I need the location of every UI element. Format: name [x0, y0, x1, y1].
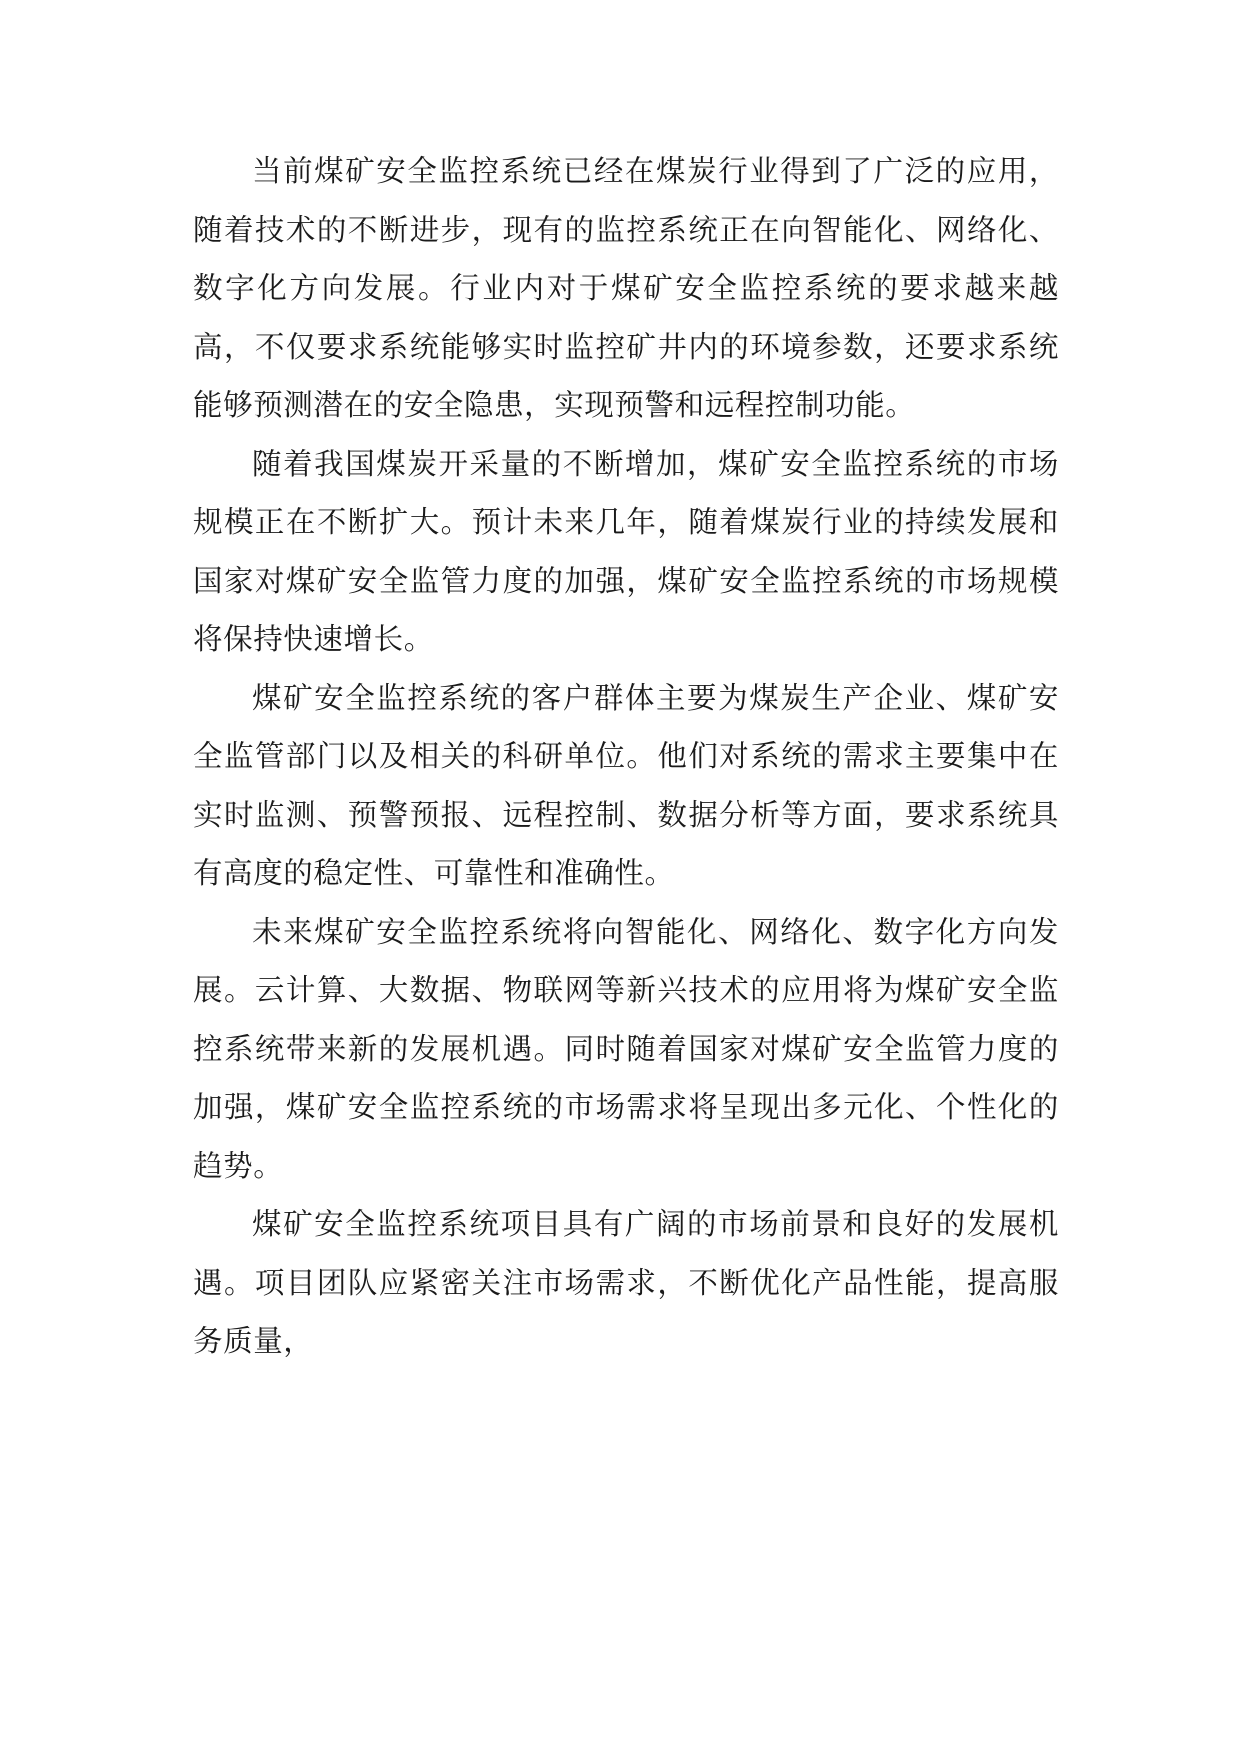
paragraph-1: 当前煤矿安全监控系统已经在煤炭行业得到了广泛的应用，随着技术的不断进步，现有的监控系统正在向智能化、网络化、数字化方向发展。行业内对于煤矿安全监控系统的要求越来越高，不仅要求系统能够实时监控矿井内的环境参数，还要求系统能够预测潜在的安全隐患，实现预警和远程控制功能。 — [193, 154, 1059, 422]
paragraph-3: 煤矿安全监控系统的客户群体主要为煤炭生产企业、煤矿安全监管部门以及相关的科研单位。他们对系统的需求主要集中在实时监测、预警预报、远程控制、数据分析等方面，要求系统具有高度的稳定性、可靠性和准确性。 — [193, 680, 1059, 890]
paragraph-4: 未来煤矿安全监控系统将向智能化、网络化、数字化方向发展。云计算、大数据、物联网等新兴技术的应用将为煤矿安全监控系统带来新的发展机遇。同时随着国家对煤矿安全监管力度的加强，煤矿安全监控系统的市场需求将呈现出多元化、个性化的趋势。 — [193, 914, 1059, 1183]
paragraph-5: 煤矿安全监控系统项目具有广阔的市场前景和良好的发展机遇。项目团队应紧密关注市场需求，不断优化产品性能，提高服务质量， — [193, 1207, 1059, 1358]
document-body — [193, 142, 1059, 1371]
paragraph-2: 随着我国煤炭开采量的不断增加，煤矿安全监控系统的市场规模正在不断扩大。预计未来几年，随着煤炭行业的持续发展和国家对煤矿安全监管力度的加强，煤矿安全监控系统的市场规模将保持快速增长。 — [193, 446, 1059, 656]
